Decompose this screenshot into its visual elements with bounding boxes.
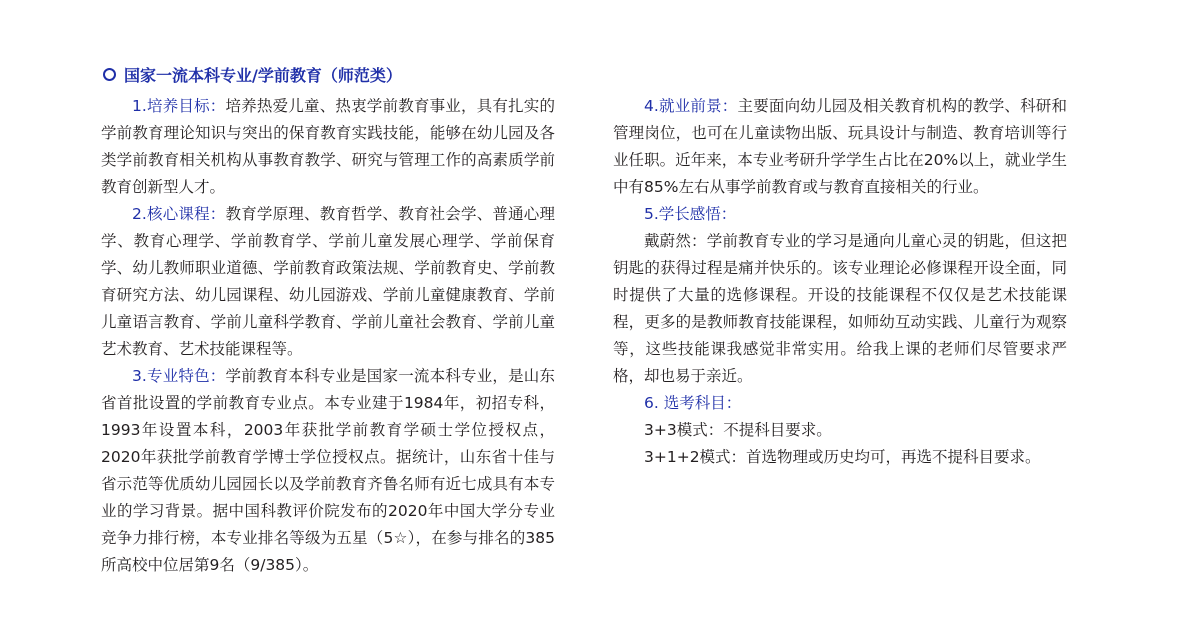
training-goal-text: 培养热爱儿童、热衷学前教育事业，具有扎实的学前教育理论知识与突出的保育教育实践技能，能够在幼儿园及各类学前教育相关机构从事教育教学、研究与管理工作的高素质学前教育创新型人才。 bbox=[101, 97, 555, 196]
training-goal-label: 1.培养目标： bbox=[132, 97, 226, 115]
core-courses-label: 2.核心课程： bbox=[132, 205, 226, 223]
subjects-heading bbox=[613, 390, 1067, 417]
right-column bbox=[613, 93, 1067, 471]
features-label: 3.专业特色： bbox=[132, 367, 226, 385]
employment-paragraph bbox=[613, 93, 1067, 201]
employment-text: 主要面向幼儿园及相关教育机构的教学、科研和管理岗位，也可在儿童读物出版、玩具设计与制造、教育培训等行业任职。近年来，本专业考研升学学生占比在20%以上，就业学生中有85%左右从事学前教育或与教育直接相关的行业。 bbox=[613, 97, 1067, 196]
subjects-label: 6. 选考科目： bbox=[644, 394, 742, 412]
section-heading bbox=[103, 62, 402, 86]
left-column bbox=[101, 93, 555, 579]
employment-label: 4.就业前景： bbox=[644, 97, 738, 115]
senior-insight-paragraph: 戴蔚然：学前教育专业的学习是通向儿童心灵的钥匙，但这把钥匙的获得过程是痛并快乐的。该专业理论必修课程开设全面，同时提供了大量的选修课程。开设的技能课程不仅仅是艺术技能课程，更多的是教师教育技能课程，如师幼互动实践、儿童行为观察等，这些技能课我感觉非常实用。给我上课的老师们尽管要求严格，却也易于亲近。 bbox=[613, 232, 1067, 385]
core-courses-paragraph bbox=[101, 201, 555, 363]
features-paragraph bbox=[101, 363, 555, 579]
subjects-line-1: 3+3模式：不提科目要求。 bbox=[644, 421, 832, 439]
circle-bullet-icon bbox=[103, 68, 116, 81]
features-text: 学前教育本科专业是国家一流本科专业，是山东省首批设置的学前教育专业点。本专业建于1984年，初招专科，1993年设置本科，2003年获批学前教育学硕士学位授权点，2020年获批学前教育学博士学位授权点。据统计，山东省十佳与省示范等优质幼儿园园长以及学前教育齐鲁名师有近七成具有本专业的学习背景。据中国科教评价院发布的2020年中国大学分专业竞争力排行榜，本专业排名等级为五星（5☆），在参与排名的385所高校中位居第9名（9/385）。 bbox=[101, 367, 555, 574]
heading-text: 国家一流本科专业/学前教育（师范类） bbox=[124, 65, 402, 85]
subjects-line-2: 3+1+2模式：首选物理或历史均可，再选不提科目要求。 bbox=[644, 448, 1041, 466]
senior-insight-label: 5.学长感悟： bbox=[644, 205, 737, 223]
core-courses-text: 教育学原理、教育哲学、教育社会学、普通心理学、教育心理学、学前教育学、学前儿童发展心理学、学前保育学、幼儿教师职业道德、学前教育政策法规、学前教育史、学前教育研究方法、幼儿园课程、幼儿园游戏、学前儿童健康教育、学前儿童语言教育、学前儿童科学教育、学前儿童社会教育、学前儿童艺术教育、艺术技能课程等。 bbox=[101, 205, 555, 358]
senior-insight-heading bbox=[613, 201, 1067, 228]
training-goal-paragraph bbox=[101, 93, 555, 201]
